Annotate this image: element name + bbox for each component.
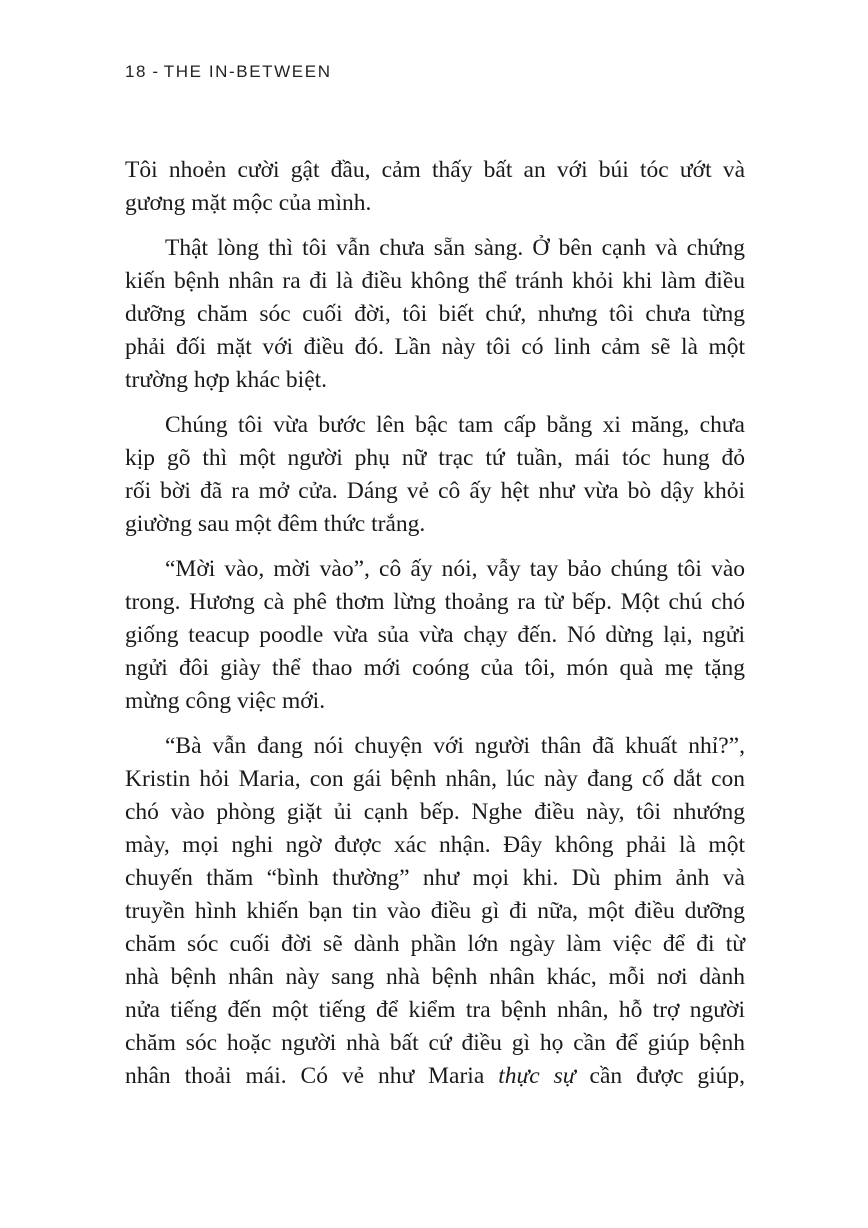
text-line: trường hợp khác biệt. [125, 367, 328, 393]
paragraph-3 [125, 409, 745, 541]
paragraph-2 [125, 232, 745, 397]
text-run: nhân thoải mái. Có vẻ như Maria [125, 1063, 499, 1089]
page-number: 18 [125, 62, 148, 81]
text-line: mày, mọi nghi ngờ được xác nhận. Đây không phải là một [125, 832, 745, 858]
text-line: giống teacup poodle vừa sủa vừa chạy đến. Nó dừng lại, ngửi [125, 622, 745, 648]
book-title: THE IN-BETWEEN [163, 62, 332, 81]
text-line: “Bà vẫn đang nói chuyện với người thân đã khuất nhỉ?”, [165, 733, 745, 759]
running-head-separator: - [147, 62, 164, 81]
text-line: chuyến thăm “bình thường” như mọi khi. Dù phim ảnh và [125, 865, 745, 891]
italic-emphasis: thực sự [498, 1063, 576, 1089]
text-run: cần được giúp, [575, 1063, 745, 1089]
paragraph-1 [125, 154, 745, 220]
text-line: truyền hình khiến bạn tin vào điều gì đi nữa, một điều dưỡng [125, 898, 745, 924]
running-head [125, 62, 332, 82]
text-line: gương mặt mộc của mình. [125, 190, 372, 216]
paragraph-4 [125, 553, 745, 718]
text-line: giường sau một đêm thức trắng. [125, 511, 426, 537]
text-line: trong. Hương cà phê thơm lừng thoảng ra từ bếp. Một chú chó [125, 589, 745, 615]
text-line: nhà bệnh nhân này sang nhà bệnh nhân khác, mỗi nơi dành [125, 964, 745, 990]
paragraph-5 [125, 730, 745, 1093]
text-line: dưỡng chăm sóc cuối đời, tôi biết chứ, nhưng tôi chưa từng [125, 301, 745, 327]
text-line: Chúng tôi vừa bước lên bậc tam cấp bằng xi măng, chưa [165, 412, 745, 438]
text-line: Thật lòng thì tôi vẫn chưa sẵn sàng. Ở bên cạnh và chứng [165, 235, 745, 261]
text-line: chăm sóc hoặc người nhà bất cứ điều gì họ cần để giúp bệnh [125, 1030, 745, 1056]
text-line: chó vào phòng giặt ủi cạnh bếp. Nghe điều này, tôi nhướng [125, 799, 745, 825]
text-line: rối bời đã ra mở cửa. Dáng vẻ cô ấy hệt như vừa bò dậy khỏi [125, 478, 745, 504]
text-line: Tôi nhoẻn cười gật đầu, cảm thấy bất an với búi tóc ướt và [125, 157, 745, 183]
body-text [125, 154, 745, 1105]
text-line: phải đối mặt với điều đó. Lần này tôi có linh cảm sẽ là một [125, 334, 745, 360]
text-line: chăm sóc cuối đời sẽ dành phần lớn ngày làm việc để đi từ [125, 931, 745, 957]
text-line: “Mời vào, mời vào”, cô ấy nói, vẫy tay bảo chúng tôi vào [165, 556, 745, 582]
text-line: kiến bệnh nhân ra đi là điều không thể tránh khỏi khi làm điều [125, 268, 745, 294]
text-line: nửa tiếng đến một tiếng để kiểm tra bệnh nhân, hỗ trợ người [125, 997, 745, 1023]
text-line: kịp gõ thì một người phụ nữ trạc tứ tuần, mái tóc hung đỏ [125, 445, 745, 471]
text-line: Kristin hỏi Maria, con gái bệnh nhân, lúc này đang cố dắt con [125, 766, 745, 792]
text-line: ngửi đôi giày thể thao mới coóng của tôi, món quà mẹ tặng [125, 655, 745, 681]
text-line-final [125, 1060, 745, 1093]
text-line: mừng công việc mới. [125, 688, 326, 714]
